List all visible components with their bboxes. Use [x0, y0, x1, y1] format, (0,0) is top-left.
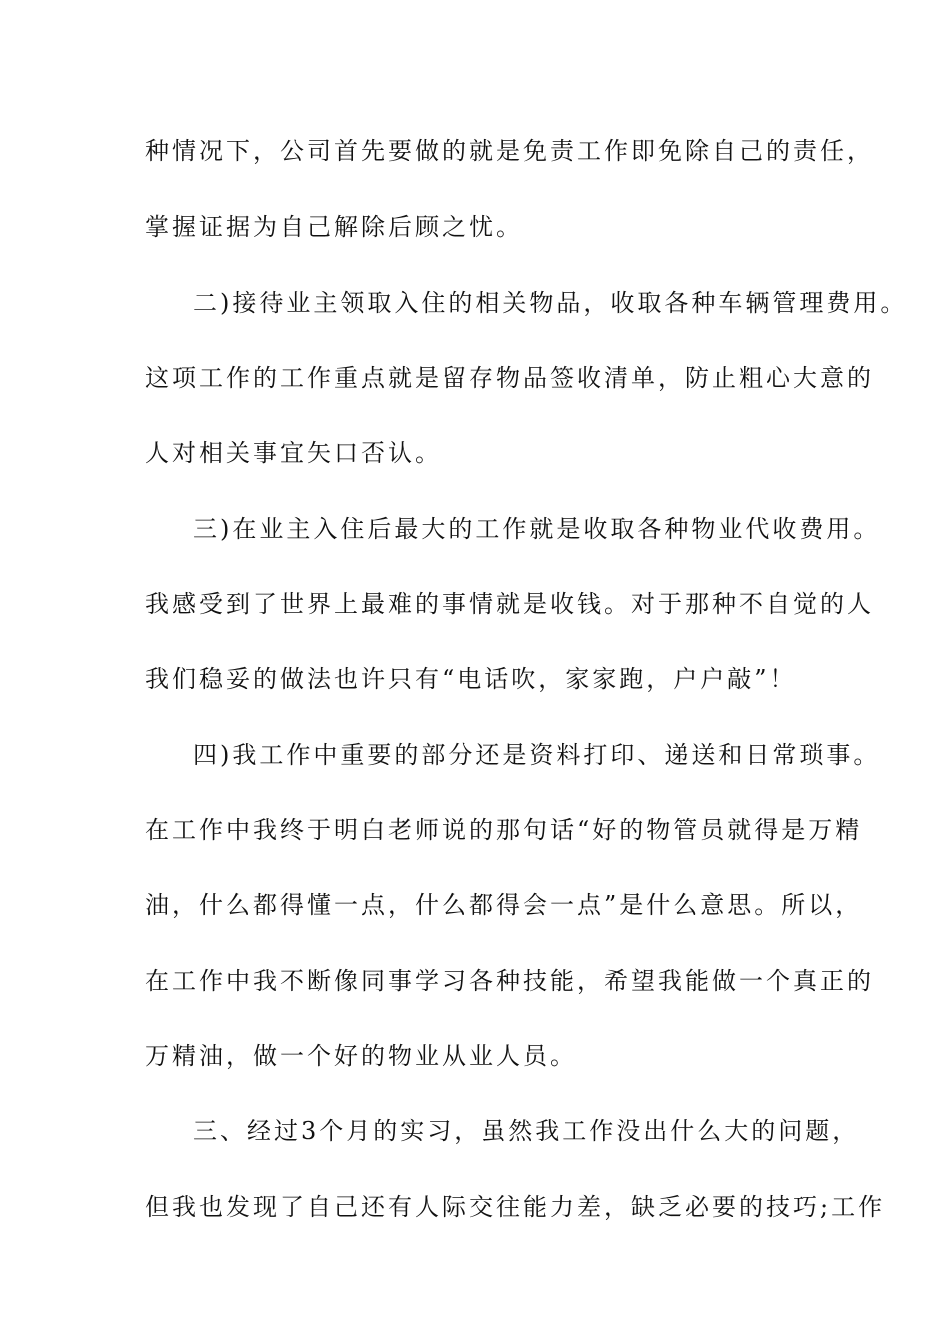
text-line: 种情况下，公司首先要做的就是免责工作即免除自己的责任，	[145, 137, 874, 165]
text-line: 油，什么都得懂一点，什么都得会一点”是什么意思。所以，	[145, 891, 863, 919]
text-line: 我们稳妥的做法也许只有“电话吹，家家跑，户户敲”！	[145, 665, 797, 693]
text-line: 在工作中我终于明白老师说的那句话“好的物管员就得是万精	[145, 816, 863, 844]
paragraph-start-line: 三、经过3个月的实习，虽然我工作没出什么大的问题，	[193, 1117, 860, 1145]
text-line: 人对相关事宜矢口否认。	[145, 439, 442, 467]
text-line: 万精油，做一个好的物业从业人员。	[145, 1042, 577, 1070]
text-line: 但我也发现了自己还有人际交往能力差，缺乏必要的技巧;工作	[145, 1193, 886, 1221]
text-line: 掌握证据为自己解除后顾之忧。	[145, 213, 523, 241]
paragraph-start-line: 三)在业主入住后最大的工作就是收取各种物业代收费用。	[193, 515, 881, 543]
text-line: 我感受到了世界上最难的事情就是收钱。对于那种不自觉的人	[145, 590, 874, 618]
paragraph-start-line: 四)我工作中重要的部分还是资料打印、递送和日常琐事。	[193, 741, 881, 769]
text-line: 在工作中我不断像同事学习各种技能，希望我能做一个真正的	[145, 967, 874, 995]
paragraph-start-line: 二)接待业主领取入住的相关物品，收取各种车辆管理费用。	[193, 289, 908, 317]
text-line: 这项工作的工作重点就是留存物品签收清单，防止粗心大意的	[145, 364, 874, 392]
